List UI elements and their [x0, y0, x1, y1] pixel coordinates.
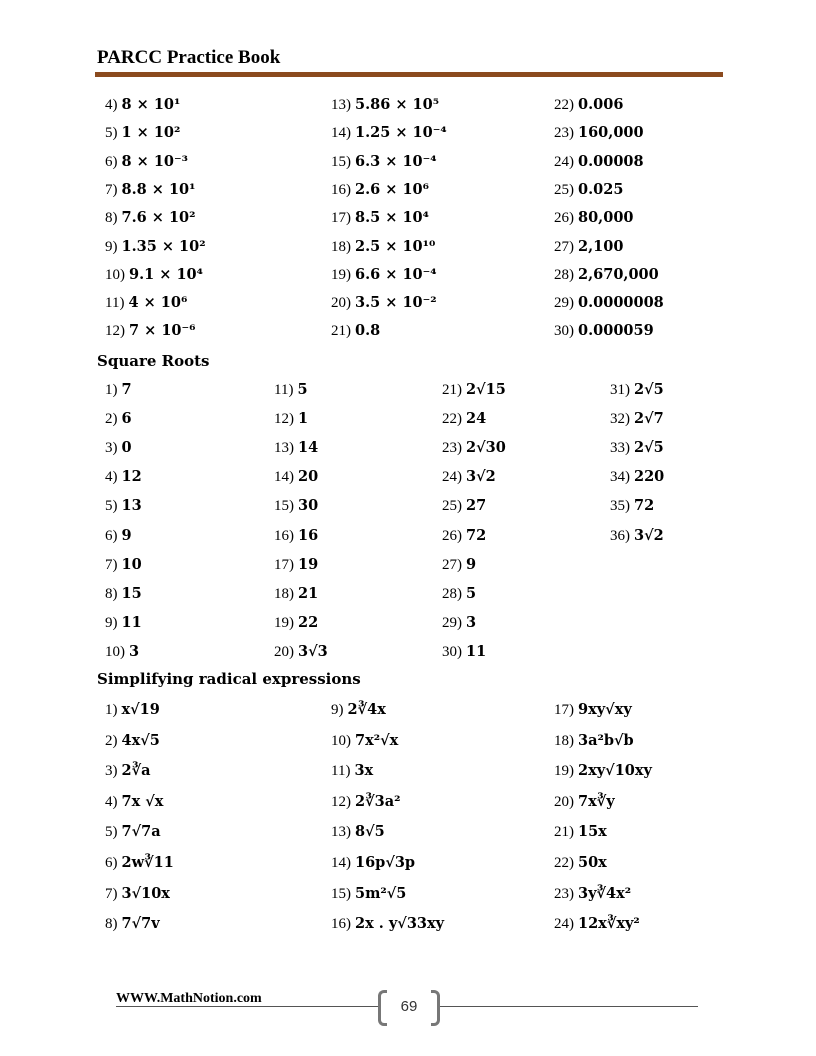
- answer-number: 7): [105, 885, 118, 902]
- answer-value: 5: [297, 381, 308, 398]
- answer-number: 7): [105, 181, 118, 198]
- answer-item: [442, 470, 496, 485]
- answer-item: [105, 613, 142, 631]
- answer-number: 18): [274, 585, 294, 602]
- answer-value: 3√2: [466, 468, 496, 486]
- answer-value: 2√15: [466, 381, 506, 398]
- answer-item: [105, 324, 196, 339]
- answer-value: 2√7: [634, 410, 664, 428]
- answer-item: [274, 383, 308, 398]
- answer-number: 28): [442, 585, 462, 602]
- answer-item: [442, 441, 506, 456]
- answer-value: 16p√3p: [355, 854, 416, 871]
- answer-number: 8): [105, 916, 118, 933]
- answer-item: [331, 764, 373, 779]
- answer-item: [105, 764, 151, 779]
- answer-value: 2∛4x: [347, 701, 386, 718]
- answer-value: 9: [466, 555, 477, 573]
- answer-number: 19): [331, 266, 351, 283]
- answer-item: [274, 441, 318, 456]
- answer-value: 27: [466, 497, 487, 515]
- answer-value: 8.5 × 10⁴: [355, 209, 430, 227]
- answer-value: 24: [466, 410, 487, 428]
- answer-number: 10): [331, 732, 351, 749]
- answer-item: [331, 731, 399, 749]
- answer-value: 1 × 10²: [121, 124, 181, 142]
- answer-number: 24): [554, 153, 574, 170]
- answer-number: 23): [442, 440, 462, 457]
- answer-item: [554, 237, 624, 255]
- answer-item: [442, 412, 486, 427]
- answer-item: [442, 499, 486, 514]
- answer-item: [554, 265, 659, 283]
- answer-item: [610, 441, 664, 456]
- answer-number: 1): [105, 382, 118, 398]
- answer-value: 9xy√xy: [578, 701, 632, 718]
- answer-number: 12): [331, 793, 351, 810]
- answer-number: 18): [331, 238, 351, 255]
- answer-value: 72: [634, 497, 655, 515]
- footer-website: WWW.MathNotion.com: [116, 991, 262, 1006]
- answer-item: [554, 98, 623, 113]
- answer-item: [610, 412, 664, 427]
- answer-value: 3.5 × 10⁻²: [355, 294, 437, 312]
- answer-value: 0.000059: [578, 322, 654, 340]
- answer-item: [105, 526, 132, 544]
- answer-number: 35): [610, 498, 630, 515]
- answer-value: 1.25 × 10⁻⁴: [355, 124, 447, 142]
- answer-item: [554, 884, 632, 902]
- answer-value: 3: [466, 613, 477, 631]
- answer-number: 13): [331, 97, 351, 113]
- answer-number: 27): [442, 556, 462, 573]
- answer-value: 21: [298, 584, 319, 602]
- answer-value: 2√5: [634, 439, 664, 457]
- section-title: Simplifying radical expressions: [97, 670, 361, 688]
- answer-number: 22): [442, 411, 462, 428]
- answer-item: [331, 126, 447, 141]
- answer-number: 2): [105, 411, 118, 428]
- header-divider: [95, 72, 723, 77]
- answer-item: [105, 211, 196, 226]
- answer-number: 29): [554, 295, 574, 312]
- answer-item: [610, 383, 664, 398]
- answer-item: [331, 884, 407, 902]
- answer-value: 9: [121, 526, 132, 544]
- answer-item: [274, 584, 319, 602]
- answer-value: 3: [129, 642, 140, 660]
- answer-value: 20: [298, 468, 319, 486]
- answer-value: 2x . y√33xy: [355, 915, 445, 933]
- answer-item: [331, 917, 444, 932]
- answer-item: [105, 555, 142, 573]
- answer-number: 10): [105, 266, 125, 283]
- answer-item: [610, 470, 664, 485]
- answer-value: 12: [121, 468, 142, 486]
- answer-item: [105, 265, 204, 283]
- answer-number: 8): [105, 210, 118, 227]
- answer-value: 7: [121, 381, 132, 398]
- answer-item: [105, 731, 160, 749]
- answer-number: 29): [442, 614, 462, 631]
- answer-item: [274, 470, 318, 485]
- answer-number: 3): [105, 763, 118, 780]
- answer-number: 9): [331, 702, 344, 718]
- answer-number: 11): [105, 295, 125, 312]
- answer-item: [331, 296, 437, 311]
- answer-number: 16): [331, 181, 351, 198]
- answer-number: 14): [274, 469, 294, 486]
- answer-value: 2w∛11: [121, 854, 174, 871]
- answer-item: [331, 324, 380, 339]
- answer-number: 24): [554, 916, 574, 933]
- answer-item: [554, 296, 664, 311]
- answer-item: [105, 237, 206, 255]
- answer-value: 0.00008: [578, 152, 644, 170]
- answer-number: 7): [105, 556, 118, 573]
- answer-item: [105, 180, 196, 198]
- answer-value: 0.0000008: [578, 294, 664, 312]
- answer-item: [105, 499, 142, 514]
- answer-number: 12): [274, 411, 294, 428]
- answer-value: 5: [466, 584, 477, 602]
- answer-item: [554, 825, 607, 840]
- answer-item: [274, 555, 319, 573]
- answer-number: 32): [610, 411, 630, 428]
- answer-value: 160,000: [578, 124, 644, 142]
- answer-value: 7.6 × 10²: [121, 209, 196, 227]
- answer-item: [554, 856, 607, 871]
- answer-number: 6): [105, 153, 118, 170]
- answer-item: [331, 211, 429, 226]
- answer-item: [105, 296, 187, 311]
- footer-rule-right: [440, 1006, 698, 1007]
- answer-item: [331, 180, 430, 198]
- answer-item: [105, 412, 132, 427]
- answer-value: 10: [121, 555, 142, 573]
- answer-item: [331, 265, 437, 283]
- answer-value: 2∛a: [121, 762, 151, 780]
- section-title: Square Roots: [97, 352, 210, 370]
- answer-value: 14: [298, 439, 319, 457]
- answer-item: [442, 555, 477, 573]
- answer-value: 15x: [578, 823, 607, 841]
- answer-item: [554, 703, 632, 718]
- answer-number: 26): [554, 210, 574, 227]
- answer-item: [331, 98, 439, 113]
- answer-number: 26): [442, 527, 462, 544]
- answer-number: 19): [274, 614, 294, 631]
- answer-item: [105, 703, 160, 718]
- answer-item: [554, 211, 634, 226]
- answer-value: 15: [121, 584, 142, 602]
- answer-value: 80,000: [578, 209, 634, 227]
- answer-item: [442, 584, 477, 602]
- answer-value: 5.86 × 10⁵: [355, 96, 440, 113]
- answer-value: 0: [121, 439, 132, 457]
- answer-item: [554, 792, 615, 810]
- answer-value: 13: [121, 497, 142, 515]
- answer-value: 72: [466, 526, 487, 544]
- answer-number: 5): [105, 498, 118, 515]
- answer-value: 7 × 10⁻⁶: [129, 322, 196, 340]
- answer-item: [554, 917, 640, 932]
- answer-item: [274, 613, 319, 631]
- answer-item: [105, 152, 189, 170]
- answer-number: 18): [554, 732, 574, 749]
- answer-value: 2.5 × 10¹⁰: [355, 237, 436, 255]
- answer-item: [105, 441, 132, 456]
- answer-number: 27): [554, 238, 574, 255]
- answer-number: 28): [554, 266, 574, 283]
- answer-value: 6.3 × 10⁻⁴: [355, 152, 437, 170]
- answer-item: [331, 703, 386, 718]
- answer-item: [610, 499, 654, 514]
- answer-number: 19): [554, 763, 574, 780]
- answer-value: 19: [298, 555, 319, 573]
- answer-value: 7x²√x: [355, 731, 399, 749]
- answer-item: [105, 642, 140, 660]
- answer-item: [442, 383, 506, 398]
- answer-item: [105, 383, 132, 398]
- answer-item: [610, 526, 664, 544]
- answer-item: [554, 126, 644, 141]
- answer-number: 36): [610, 527, 630, 544]
- answer-number: 31): [610, 382, 630, 398]
- answer-value: 3a²b√b: [578, 731, 634, 749]
- answer-value: 6: [121, 410, 132, 428]
- answer-number: 5): [105, 824, 118, 841]
- answer-value: 3x: [354, 762, 374, 780]
- answer-number: 10): [105, 643, 125, 660]
- answer-item: [105, 825, 161, 840]
- answer-item: [105, 917, 160, 932]
- answer-number: 20): [274, 643, 294, 660]
- answer-value: 8√5: [355, 823, 385, 841]
- answer-value: 3y∛4x²: [578, 884, 632, 902]
- answer-value: 50x: [578, 854, 607, 871]
- answer-value: 11: [466, 642, 487, 660]
- answer-number: 16): [274, 527, 294, 544]
- answer-number: 33): [610, 440, 630, 457]
- answer-item: [105, 884, 170, 902]
- answer-value: 8 × 10¹: [121, 96, 181, 113]
- answer-value: 7√7a: [121, 823, 161, 841]
- answer-number: 34): [610, 469, 630, 486]
- answer-item: [105, 584, 142, 602]
- answer-value: 2∛3a²: [355, 792, 401, 810]
- answer-value: 3√10x: [121, 884, 170, 902]
- answer-value: 11: [121, 613, 142, 631]
- answer-number: 11): [274, 382, 294, 398]
- answer-value: 7x∛y: [578, 792, 615, 810]
- answer-number: 21): [331, 323, 351, 340]
- answer-value: 6.6 × 10⁻⁴: [355, 265, 437, 283]
- answer-value: 8.8 × 10¹: [121, 180, 196, 198]
- answer-item: [274, 526, 319, 544]
- answer-number: 17): [554, 702, 574, 718]
- answer-number: 23): [554, 885, 574, 902]
- answer-number: 17): [331, 210, 351, 227]
- answer-number: 2): [105, 732, 118, 749]
- answer-item: [105, 792, 164, 810]
- answer-value: 1.35 × 10²: [121, 237, 206, 255]
- answer-value: 5m²√5: [355, 884, 407, 902]
- answer-number: 16): [331, 916, 351, 933]
- answer-number: 12): [105, 323, 125, 340]
- answer-value: 220: [634, 468, 665, 486]
- answer-number: 22): [554, 855, 574, 871]
- page-number: 69: [400, 998, 418, 1015]
- answer-item: [331, 792, 401, 810]
- answer-value: 2,670,000: [578, 265, 659, 283]
- answer-item: [274, 642, 328, 660]
- answer-number: 15): [331, 153, 351, 170]
- answer-value: 16: [298, 526, 319, 544]
- answer-item: [105, 856, 174, 871]
- answer-item: [105, 98, 180, 113]
- answer-number: 20): [554, 793, 574, 810]
- answer-value: 2√5: [634, 381, 664, 398]
- answer-item: [554, 324, 654, 339]
- answer-value: 2.6 × 10⁶: [355, 180, 430, 198]
- answer-value: 2xy√10xy: [578, 762, 652, 780]
- answer-value: 4x√5: [121, 731, 160, 749]
- answer-number: 22): [554, 97, 574, 113]
- answer-number: 9): [105, 238, 118, 255]
- answer-value: 0.006: [578, 96, 624, 113]
- answer-number: 8): [105, 585, 118, 602]
- answer-item: [442, 642, 487, 660]
- answer-item: [442, 526, 487, 544]
- answer-item: [554, 764, 652, 779]
- answer-value: 22: [298, 613, 319, 631]
- answer-number: 15): [274, 498, 294, 515]
- answer-item: [554, 180, 624, 198]
- answer-number: 4): [105, 469, 118, 486]
- answer-value: 0.025: [578, 180, 624, 198]
- answer-item: [554, 152, 644, 170]
- answer-value: 7√7v: [121, 915, 160, 933]
- answer-number: 25): [554, 181, 574, 198]
- answer-item: [274, 412, 308, 427]
- answer-number: 21): [554, 824, 574, 841]
- answer-value: 2,100: [578, 237, 624, 255]
- answer-number: 3): [105, 440, 118, 457]
- answer-item: [105, 470, 142, 485]
- answer-number: 1): [105, 702, 118, 718]
- answer-value: 2√30: [466, 439, 506, 457]
- answer-item: [554, 731, 634, 749]
- answer-item: [331, 152, 437, 170]
- answer-value: 8 × 10⁻³: [121, 152, 189, 170]
- footer-rule-left: [116, 1006, 378, 1007]
- answer-number: 21): [442, 382, 462, 398]
- answer-value: 3√2: [634, 526, 664, 544]
- answer-item: [105, 126, 180, 141]
- answer-number: 15): [331, 885, 351, 902]
- answer-number: 5): [105, 125, 118, 142]
- answer-value: 30: [298, 497, 319, 515]
- answer-value: x√19: [121, 701, 160, 718]
- answer-number: 13): [331, 824, 351, 841]
- answer-number: 14): [331, 855, 351, 871]
- answer-number: 17): [274, 556, 294, 573]
- answer-value: 9.1 × 10⁴: [129, 265, 204, 283]
- page-title: PARCC Practice Book: [97, 47, 281, 68]
- answer-number: 30): [442, 643, 462, 660]
- answer-number: 25): [442, 498, 462, 515]
- answer-number: 23): [554, 125, 574, 142]
- answer-item: [274, 499, 318, 514]
- answer-number: 20): [331, 295, 351, 312]
- answer-number: 11): [331, 763, 351, 780]
- answer-value: 3√3: [298, 642, 328, 660]
- answer-item: [331, 856, 415, 871]
- answer-number: 9): [105, 614, 118, 631]
- answer-number: 24): [442, 469, 462, 486]
- answer-value: 0.8: [355, 322, 381, 340]
- answer-item: [442, 613, 477, 631]
- answer-number: 30): [554, 323, 574, 340]
- answer-number: 14): [331, 125, 351, 142]
- answer-item: [331, 237, 436, 255]
- answer-value: 7x √x: [121, 792, 164, 810]
- answer-value: 1: [298, 410, 309, 428]
- answer-number: 4): [105, 97, 118, 113]
- answer-number: 13): [274, 440, 294, 457]
- answer-number: 6): [105, 527, 118, 544]
- answer-number: 4): [105, 793, 118, 810]
- answer-value: 12x∛xy²: [578, 915, 640, 933]
- answer-item: [331, 825, 385, 840]
- answer-number: 6): [105, 855, 118, 871]
- page-number-box: [378, 990, 440, 1024]
- answer-value: 4 × 10⁶: [128, 294, 188, 312]
